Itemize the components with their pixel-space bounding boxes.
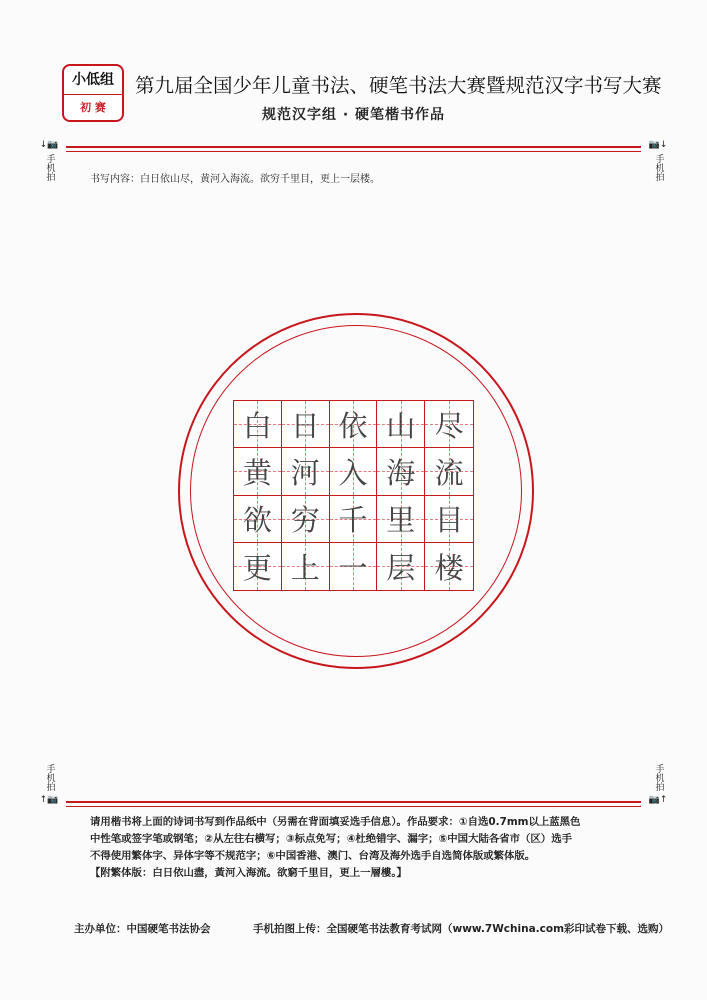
writing-content: 书写内容：白日依山尽，黄河入海流。欲穷千里目，更上一层楼。 (90, 174, 380, 185)
camera-icon: ↑📷 (39, 795, 59, 805)
grid-cell (282, 496, 330, 543)
traditional-version-note: 【附繁体版：白日依山盡，黃河入海流。欲窮千里目，更上一層樓。】 (90, 867, 407, 879)
grid-cell (330, 401, 378, 448)
grid-cell (282, 448, 330, 495)
upload-text: 手机拍图上传：全国硬笔书法教育考试网（www.7Wchina.com彩印试卷下载、选购） (253, 923, 670, 935)
handwritten-char: 欲 (242, 503, 272, 538)
handwritten-char: 千 (338, 503, 368, 538)
grid-cell (282, 543, 330, 590)
grid-cell (330, 448, 378, 495)
grid-cell (377, 401, 425, 448)
photo-marker-top-right (647, 140, 669, 185)
handwritten-char: 尽 (434, 408, 464, 443)
instructions-block (90, 814, 650, 882)
handwritten-char: 穷 (290, 503, 320, 538)
photo-marker-top-left (38, 140, 60, 185)
badge-round-label: 初 赛 (80, 101, 106, 114)
writing-grid (233, 400, 474, 591)
page-subtitle: 规范汉字组 · 硬笔楷书作品 (261, 107, 446, 123)
handwritten-char: 依 (338, 408, 368, 443)
photo-marker-bottom-left (38, 764, 60, 809)
photo-marker-label: 手机拍 (653, 764, 664, 791)
handwritten-char: 海 (386, 455, 416, 490)
grid-cell (234, 543, 282, 590)
grid-cell (234, 401, 282, 448)
handwritten-char: 里 (386, 503, 416, 538)
handwritten-char: 流 (434, 455, 464, 490)
grid-cell (377, 448, 425, 495)
camera-icon: 📷↑ (648, 795, 668, 805)
grid-cell (330, 496, 378, 543)
handwritten-char: 白 (242, 408, 272, 443)
instructions-line: 不得使用繁体字、异体字等不规范字；⑥中国香港、澳门、台湾及海外选手自选简体版或繁体版。 (90, 850, 536, 862)
handwritten-char: 黄 (242, 455, 272, 490)
handwritten-char: 一 (338, 550, 368, 585)
handwritten-char: 目 (434, 503, 464, 538)
organizer-text: 主办单位：中国硬笔书法协会 (74, 923, 211, 935)
grid-cell (425, 496, 473, 543)
camera-icon: ↓📷 (39, 140, 59, 150)
grid-cell (425, 401, 473, 448)
bottom-divider (66, 801, 641, 807)
page-title: 第九届全国少年儿童书法、硬笔书法大赛暨规范汉字书写大赛 (135, 74, 662, 97)
badge-group-label: 小低组 (64, 66, 122, 95)
grid-cell (234, 448, 282, 495)
handwritten-char: 日 (290, 408, 320, 443)
handwritten-char: 入 (338, 455, 368, 490)
handwritten-char: 楼 (434, 550, 464, 585)
grid-cell (377, 496, 425, 543)
photo-marker-label: 手机拍 (44, 154, 55, 181)
handwritten-char: 更 (242, 550, 272, 585)
handwritten-char: 山 (386, 408, 416, 443)
grid-cell (377, 543, 425, 590)
grid-cell (425, 543, 473, 590)
grid-cell (330, 543, 378, 590)
instructions-line: 中性笔或签字笔或钢笔；②从左往右横写；③标点免写；④杜绝错字、漏字；⑤中国大陆各省市（区）选手 (90, 833, 572, 845)
grid-cell (234, 496, 282, 543)
handwritten-char: 河 (290, 455, 320, 490)
grid-cell (282, 401, 330, 448)
photo-marker-bottom-right (647, 764, 669, 809)
handwritten-char: 层 (386, 550, 416, 585)
handwritten-char: 上 (290, 550, 320, 585)
top-divider (66, 146, 641, 152)
camera-icon: 📷↓ (648, 140, 668, 150)
photo-marker-label: 手机拍 (44, 764, 55, 791)
instructions-line: 请用楷书将上面的诗词书写到作品纸中（另需在背面填妥选手信息）。作品要求：①自选0.7mm以上蓝黑色 (90, 816, 581, 828)
photo-marker-label: 手机拍 (653, 154, 664, 181)
grid-cell (425, 448, 473, 495)
